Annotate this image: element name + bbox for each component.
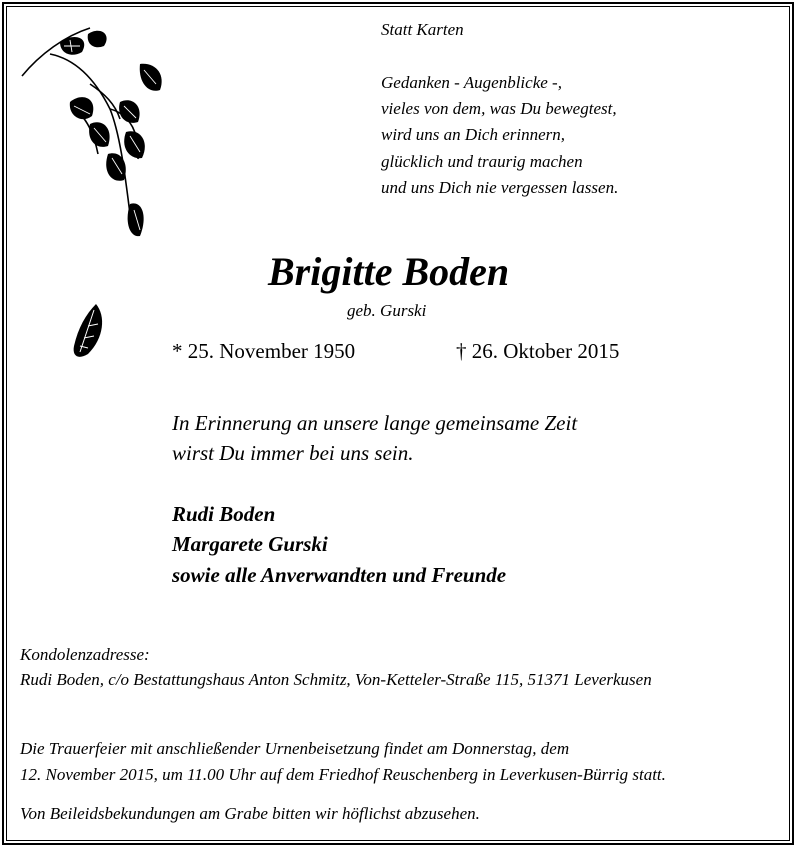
birch-branch-icon [20, 24, 170, 249]
mourner-1: Rudi Boden [172, 502, 276, 526]
ceremony-line-2: 12. November 2015, um 11.00 Uhr auf dem Friedhof Reuschenberg in Leverkusen-Bürrig statt. [20, 765, 666, 784]
deceased-name: Brigitte Boden [268, 249, 510, 294]
statt-karten: Statt Karten [381, 20, 464, 39]
maiden-name: geb. Gurski [347, 301, 427, 320]
poem-line-2: vieles von dem, was Du bewegtest, [381, 99, 617, 118]
condolence-label: Kondolenzadresse: [20, 645, 150, 664]
condolence-address: Rudi Boden, c/o Bestattungshaus Anton Schmitz, Von-Ketteler-Straße 115, 51371 Leverkusen [20, 670, 652, 689]
falling-leaf-icon [70, 302, 106, 362]
poem-line-3: wird uns an Dich erinnern, [381, 125, 566, 144]
mourner-3: sowie alle Anverwandten und Freunde [172, 563, 507, 587]
mourner-2: Margarete Gurski [172, 532, 328, 556]
poem-line-1: Gedanken - Augenblicke -, [381, 73, 562, 92]
ceremony-line-1: Die Trauerfeier mit anschließender Urnenbeisetzung findet am Donnerstag, dem [20, 739, 570, 758]
death-date: † 26. Oktober 2015 [456, 339, 620, 363]
condolence-note: Von Beileidsbekundungen am Grabe bitten wir höflichst abzusehen. [20, 804, 480, 823]
remembrance-line-2: wirst Du immer bei uns sein. [172, 441, 414, 465]
poem-line-5: und uns Dich nie vergessen lassen. [381, 178, 619, 197]
poem-line-4: glücklich und traurig machen [381, 152, 583, 171]
remembrance-line-1: In Erinnerung an unsere lange gemeinsame Zeit [172, 411, 578, 435]
birth-date: * 25. November 1950 [172, 339, 356, 363]
